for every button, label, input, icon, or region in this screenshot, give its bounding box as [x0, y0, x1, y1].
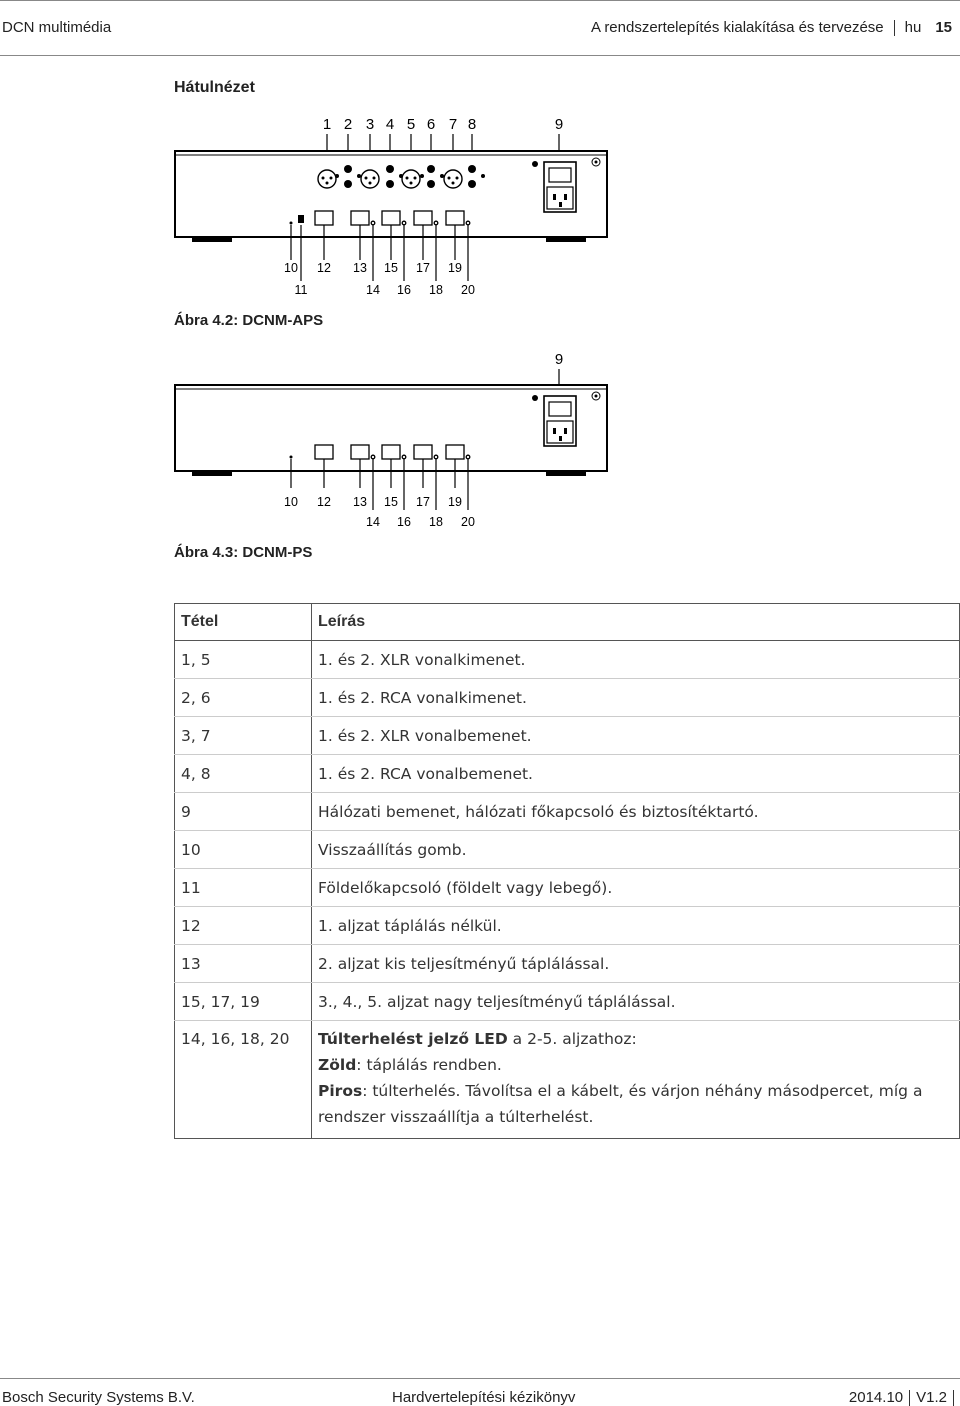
- label-13: 13: [353, 495, 367, 509]
- footer-separator: [909, 1390, 910, 1406]
- led-line: [318, 1026, 959, 1052]
- label-16: 16: [397, 515, 411, 529]
- header-chapter: A rendszertelepítés kialakítása és tervezése: [590, 19, 884, 36]
- table-row: [175, 641, 960, 679]
- label-11: 11: [294, 283, 308, 297]
- desc-cell: 1. aljzat táplálás nélkül.: [312, 907, 960, 945]
- desc-cell: Hálózati bemenet, hálózati főkapcsoló és biztosítéktartó.: [312, 793, 960, 831]
- header-doc-name: DCN multimédia: [2, 19, 112, 36]
- label-2: 2: [343, 116, 353, 133]
- footer-manual: Hardvertelepítési kézikönyv: [392, 1389, 576, 1406]
- label-20: 20: [461, 283, 475, 297]
- header-separator: [894, 20, 895, 36]
- table-row: [175, 793, 960, 831]
- header-lang: hu: [904, 19, 922, 36]
- item-cell: 4, 8: [175, 755, 312, 793]
- label-19: 19: [448, 261, 462, 275]
- label-10: 10: [284, 495, 298, 509]
- footer-rule: [0, 1378, 960, 1379]
- led-label: Túlterhelést jelző LED: [318, 1030, 508, 1048]
- label-10: 10: [284, 261, 298, 275]
- label-20: 20: [461, 515, 475, 529]
- desc-cell: 3., 4., 5. aljzat nagy teljesítményű táplálással.: [312, 983, 960, 1021]
- footer-version: V1.2: [916, 1389, 947, 1406]
- label-18: 18: [429, 515, 443, 529]
- col-header-description: Leírás: [312, 604, 960, 641]
- label-4: 4: [385, 116, 395, 133]
- table-row: [175, 983, 960, 1021]
- item-cell: 11: [175, 869, 312, 907]
- header-bottom-rule: [0, 55, 960, 56]
- table-row: [175, 755, 960, 793]
- chassis: [175, 151, 607, 237]
- label-19: 19: [448, 495, 462, 509]
- label-9: 9: [554, 351, 564, 368]
- table-row: [175, 717, 960, 755]
- desc-cell: 1. és 2. RCA vonalbemenet.: [312, 755, 960, 793]
- desc-cell: 1. és 2. XLR vonalkimenet.: [312, 641, 960, 679]
- section-title: Hátulnézet: [174, 79, 255, 96]
- red-text: : túlterhelés. Távolítsa el a kábelt, és várjon néhány másodpercet, míg a rendszer visszaállítja a túlterhelést.: [318, 1082, 923, 1126]
- green-label: Zöld: [318, 1056, 357, 1074]
- figure-caption-aps: Ábra 4.2: DCNM-APS: [174, 312, 324, 329]
- label-13: 13: [353, 261, 367, 275]
- label-5: 5: [406, 116, 416, 133]
- page-footer: [0, 1378, 960, 1405]
- table-row: [175, 945, 960, 983]
- table-header-row: [175, 604, 960, 641]
- label-6: 6: [426, 116, 436, 133]
- label-17: 17: [416, 261, 430, 275]
- green-text: : táplálás rendben.: [356, 1056, 502, 1074]
- label-14: 14: [366, 515, 380, 529]
- footer-separator: [953, 1390, 954, 1406]
- label-18: 18: [429, 283, 443, 297]
- item-cell: 12: [175, 907, 312, 945]
- desc-cell: 1. és 2. RCA vonalkimenet.: [312, 679, 960, 717]
- figure-caption-ps: Ábra 4.3: DCNM-PS: [174, 544, 313, 561]
- desc-cell: 2. aljzat kis teljesítményű táplálással.: [312, 945, 960, 983]
- item-cell: 15, 17, 19: [175, 983, 312, 1021]
- label-12: 12: [317, 495, 331, 509]
- label-15: 15: [384, 495, 398, 509]
- label-9: 9: [554, 116, 564, 133]
- label-7: 7: [448, 116, 458, 133]
- item-description-table: [174, 603, 960, 1139]
- label-12: 12: [317, 261, 331, 275]
- item-cell: 3, 7: [175, 717, 312, 755]
- item-cell: 14, 16, 18, 20: [175, 1021, 312, 1139]
- item-cell: 9: [175, 793, 312, 831]
- header-right: [591, 19, 960, 36]
- desc-cell: 1. és 2. XLR vonalbemenet.: [312, 717, 960, 755]
- footer-company: Bosch Security Systems B.V.: [2, 1389, 195, 1406]
- dcnm-aps-rear-view-diagram: [170, 108, 630, 308]
- header-top-rule: [0, 0, 960, 1]
- item-cell: 13: [175, 945, 312, 983]
- table-row: [175, 831, 960, 869]
- col-header-item: Tétel: [175, 604, 312, 641]
- red-label: Piros: [318, 1082, 363, 1100]
- footer-date: 2014.10: [848, 1389, 904, 1406]
- header-page-number: 15: [935, 19, 952, 36]
- label-3: 3: [365, 116, 375, 133]
- item-cell: 2, 6: [175, 679, 312, 717]
- dcnm-ps-rear-view-diagram: [170, 345, 630, 535]
- table-row: [175, 679, 960, 717]
- label-16: 16: [397, 283, 411, 297]
- label-15: 15: [384, 261, 398, 275]
- desc-cell: Visszaállítás gomb.: [312, 831, 960, 869]
- table-row: [175, 1021, 960, 1139]
- chassis: [175, 385, 607, 471]
- green-line: [318, 1052, 959, 1078]
- table-row: [175, 907, 960, 945]
- red-line: [318, 1078, 959, 1130]
- page-header: [0, 0, 960, 56]
- label-1: 1: [322, 116, 332, 133]
- label-8: 8: [467, 116, 477, 133]
- desc-cell: [312, 1021, 960, 1139]
- footer-right: [849, 1389, 960, 1406]
- item-cell: 10: [175, 831, 312, 869]
- led-text: a 2-5. aljzathoz:: [507, 1030, 637, 1048]
- desc-cell: Földelőkapcsoló (földelt vagy lebegő).: [312, 869, 960, 907]
- item-cell: 1, 5: [175, 641, 312, 679]
- label-14: 14: [366, 283, 380, 297]
- label-17: 17: [416, 495, 430, 509]
- table-row: [175, 869, 960, 907]
